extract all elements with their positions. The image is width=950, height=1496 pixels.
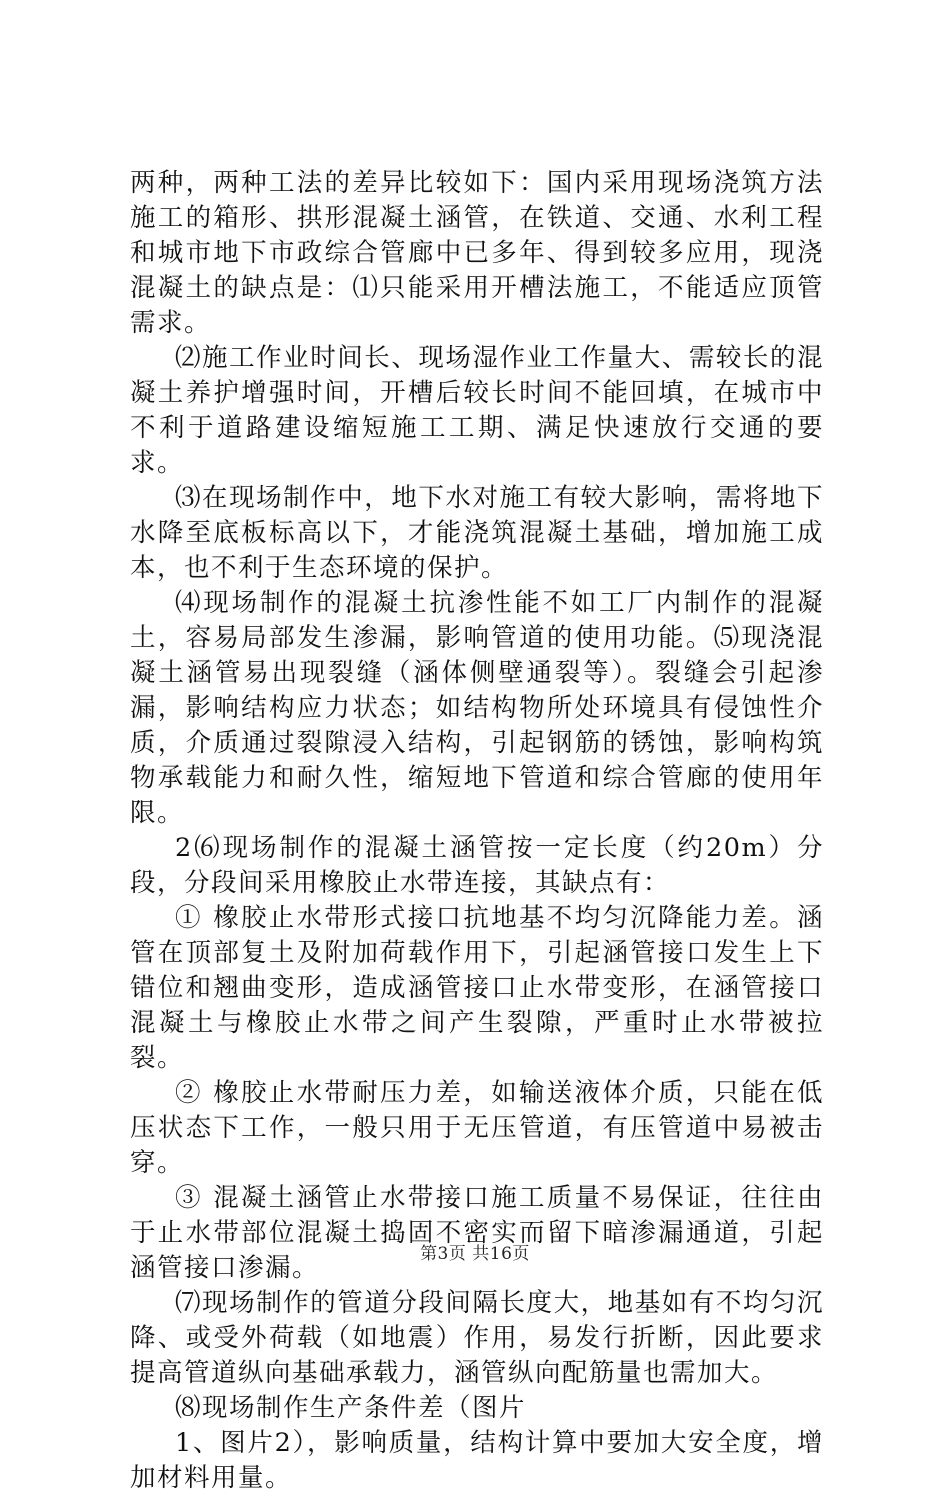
paragraph-4: ⑷现场制作的混凝土抗渗性能不如工厂内制作的混凝土，容易局部发生渗漏，影响管道的使用功能。⑸现浇混凝土涵管易出现裂缝（涵体侧壁通裂等）。裂缝会引起渗漏，影响结构应力状态；如结构物所处环境具有侵蚀性介质，介质通过裂隙浸入结构，引起钢筋的锈蚀，影响构筑物承载能力和耐久性，缩短地下管道和综合管廊的使用年限。 (130, 588, 824, 828)
paragraph-1: 两种，两种工法的差异比较如下：国内采用现场浇筑方法施工的箱形、拱形混凝土涵管，在铁道、交通、水利工程和城市地下市政综合管廊中已多年、得到较多应用，现浇混凝土的缺点是：⑴只能采用开槽法施工，不能适应顶管需求。 (130, 168, 824, 338)
paragraph-7: ② 橡胶止水带耐压力差，如输送液体介质，只能在低压状态下工作，一般只用于无压管道，有压管道中易被击穿。 (130, 1078, 824, 1178)
paragraph-8: ③ 混凝土涵管止水带接口施工质量不易保证，往往由于止水带部位混凝土捣固不密实而留下暗渗漏通道，引起涵管接口渗漏。 (130, 1183, 824, 1283)
paragraph-3: ⑶在现场制作中，地下水对施工有较大影响，需将地下水降至底板标高以下，才能浇筑混凝土基础，增加施工成本，也不利于生态环境的保护。 (130, 483, 824, 583)
paragraph-11: 1、图片2），影响质量，结构计算中要加大安全度，增加材料用量。 (130, 1428, 824, 1493)
paragraph-6: ① 橡胶止水带形式接口抗地基不均匀沉降能力差。涵管在顶部复土及附加荷载作用下，引起涵管接口发生上下错位和翘曲变形，造成涵管接口止水带变形，在涵管接口混凝土与橡胶止水带之间产生裂隙，严重时止水带被拉裂。 (130, 903, 824, 1073)
document-body (130, 166, 824, 1496)
page-footer (0, 1243, 950, 1265)
paragraph-9: ⑺现场制作的管道分段间隔长度大，地基如有不均匀沉降、或受外荷载（如地震）作用，易发行折断，因此要求提高管道纵向基础承载力，涵管纵向配筋量也需加大。 (130, 1288, 824, 1388)
paragraph-5: 2⑹现场制作的混凝土涵管按一定长度（约20m）分段，分段间采用橡胶止水带连接，其缺点有： (130, 833, 824, 898)
page-number-label: 第3页 共16页 (420, 1244, 530, 1264)
paragraph-10: ⑻现场制作生产条件差（图片 (175, 1393, 527, 1423)
paragraph-2: ⑵施工作业时间长、现场湿作业工作量大、需较长的混凝土养护增强时间，开槽后较长时间不能回填，在城市中不利于道路建设缩短施工工期、满足快速放行交通的要求。 (130, 343, 824, 478)
